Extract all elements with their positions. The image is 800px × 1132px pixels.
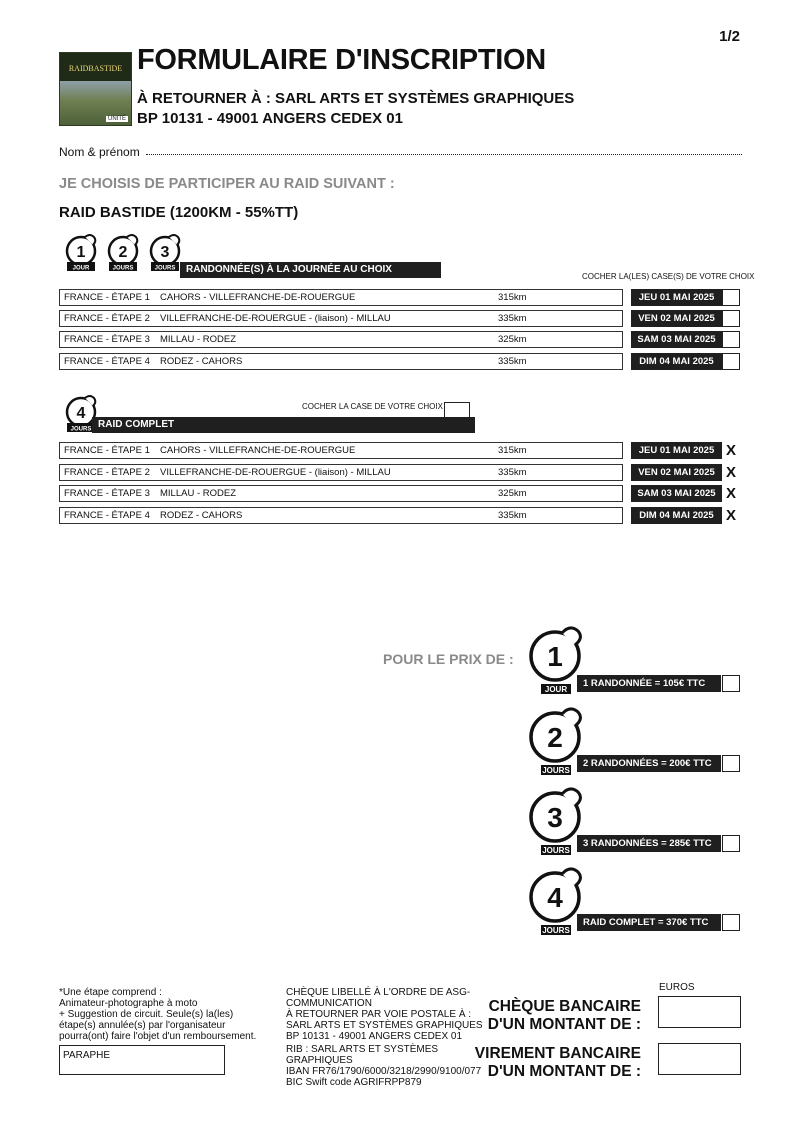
distance-label: 335km <box>498 313 527 324</box>
logo-badge: UNITÉ <box>108 116 126 122</box>
return-address-line1: À RETOURNER À : SARL ARTS ET SYSTÈMES GRAPHIQUES <box>137 90 575 107</box>
distance-label: 325km <box>498 334 527 345</box>
stage-label: FRANCE - ÉTAPE 4 <box>64 510 150 521</box>
day-choice-checkbox[interactable] <box>722 310 740 327</box>
badge-number: 4 <box>76 405 86 422</box>
included-mark: X <box>725 507 736 524</box>
included-mark: X <box>725 464 736 481</box>
route-label: MILLAU - RODEZ <box>160 334 237 345</box>
badge-number: 2 <box>547 722 563 753</box>
raid-bastide-logo <box>59 52 132 126</box>
date-label: DIM 04 MAI 2025 <box>631 353 722 370</box>
cheque-line: SARL ARTS ET SYSTÈMES GRAPHIQUES <box>286 1020 483 1031</box>
euros-label: EUROS <box>659 982 695 993</box>
raid-name: RAID BASTIDE (1200KM - 55%TT) <box>59 204 299 221</box>
stage-label: FRANCE - ÉTAPE 2 <box>64 467 150 478</box>
date-label: JEU 01 MAI 2025 <box>631 442 722 459</box>
form-title: FORMULAIRE D'INSCRIPTION <box>137 44 546 76</box>
badge-caption: JOUR <box>72 265 90 272</box>
cheque-amount-line2: D'UN MONTANT DE : <box>487 1016 641 1033</box>
note-line: étape(s) annulée(s) par l'organisateur <box>59 1020 226 1031</box>
section1-title-bar: RANDONNÉE(S) À LA JOURNÉE AU CHOIX <box>180 262 441 278</box>
route-label: CAHORS - VILLEFRANCHE-DE-ROUERGUE <box>160 445 356 456</box>
price-option-checkbox[interactable] <box>722 755 740 772</box>
table-row <box>59 442 623 459</box>
table-row <box>59 464 623 481</box>
table-row <box>59 507 623 524</box>
stage-info-note <box>59 987 269 1042</box>
distance-label: 315km <box>498 445 527 456</box>
badge-caption: JOURS <box>154 265 176 272</box>
badge-caption: JOURS <box>112 265 134 272</box>
name-input-line[interactable] <box>146 154 742 155</box>
cheque-line: BP 10131 - 49001 ANGERS CEDEX 01 <box>286 1031 463 1042</box>
badge-number: 1 <box>76 244 86 261</box>
distance-label: 325km <box>498 488 527 499</box>
included-mark: X <box>725 442 736 459</box>
cheque-line: CHÈQUE LIBELLÉ À L'ORDRE DE ASG-COMMUNICATION <box>286 987 471 1009</box>
rib-line: BIC Swift code AGRIFRPP879 <box>286 1077 422 1088</box>
day-3-badge-icon <box>145 232 185 279</box>
stage-label: FRANCE - ÉTAPE 1 <box>64 292 150 303</box>
logo-text: RAIDBASTIDE <box>60 53 131 81</box>
cheque-amount-input[interactable] <box>658 996 741 1028</box>
cheque-amount-label <box>470 998 641 1034</box>
distance-label: 335km <box>498 356 527 367</box>
badge-number: 1 <box>547 641 563 672</box>
transfer-amount-input[interactable] <box>658 1043 741 1075</box>
paraphe-label: PARAPHE <box>63 1050 111 1061</box>
day-choice-checkbox[interactable] <box>722 289 740 306</box>
price-option-label: 2 RANDONNÉES = 200€ TTC <box>577 755 721 772</box>
price-option-checkbox[interactable] <box>722 675 740 692</box>
badge-number: 4 <box>547 882 563 913</box>
section1-note: COCHER LA(LES) CASE(S) DE VOTRE CHOIX <box>582 272 755 281</box>
note-line: + Suggestion de circuit. Seule(s) la(les) <box>59 1009 234 1020</box>
rib-line: RIB : SARL ARTS ET SYSTÈMES GRAPHIQUES <box>286 1044 439 1066</box>
table-row <box>59 331 623 348</box>
included-mark: X <box>725 485 736 502</box>
distance-label: 335km <box>498 467 527 478</box>
date-label: SAM 03 MAI 2025 <box>631 331 722 348</box>
note-line: pourra(ont) faire l'objet d'un remboursement. <box>59 1031 257 1042</box>
transfer-amount-line2: D'UN MONTANT DE : <box>487 1063 641 1080</box>
date-label: SAM 03 MAI 2025 <box>631 485 722 502</box>
distance-label: 335km <box>498 510 527 521</box>
logo-landscape-image <box>60 81 131 125</box>
table-row <box>59 289 623 306</box>
badge-caption: JOURS <box>70 426 92 433</box>
price-label: POUR LE PRIX DE : <box>383 651 514 667</box>
route-label: RODEZ - CAHORS <box>160 510 243 521</box>
date-label: JEU 01 MAI 2025 <box>631 289 722 306</box>
price-option-label: RAID COMPLET = 370€ TTC <box>577 914 721 931</box>
transfer-amount-label <box>470 1045 641 1081</box>
badge-number: 2 <box>118 244 128 261</box>
route-label: MILLAU - RODEZ <box>160 488 237 499</box>
route-label: CAHORS - VILLEFRANCHE-DE-ROUERGUE <box>160 292 356 303</box>
badge-number: 3 <box>160 244 170 261</box>
name-label: Nom & prénom <box>59 145 140 159</box>
section2-note: COCHER LA CASE DE VOTRE CHOIX <box>302 402 443 411</box>
cheque-line: À RETOURNER PAR VOIE POSTALE À : <box>286 1009 472 1020</box>
note-line: Animateur-photographe à moto <box>59 998 198 1009</box>
day-choice-checkbox[interactable] <box>722 331 740 348</box>
stage-label: FRANCE - ÉTAPE 4 <box>64 356 150 367</box>
price-option-checkbox[interactable] <box>722 914 740 931</box>
price-option-label: 1 RANDONNÉE = 105€ TTC <box>577 675 721 692</box>
page-number: 1/2 <box>719 28 740 45</box>
route-label: VILLEFRANCHE-DE-ROUERGUE - (liaison) - MILLAU <box>160 313 391 324</box>
stage-label: FRANCE - ÉTAPE 3 <box>64 334 150 345</box>
date-label: DIM 04 MAI 2025 <box>631 507 722 524</box>
price-option-checkbox[interactable] <box>722 835 740 852</box>
rib-line: IBAN FR76/1790/6000/3218/2990/9100/077 <box>286 1066 482 1077</box>
day-2-badge-icon <box>103 232 143 279</box>
table-row <box>59 310 623 327</box>
transfer-amount-line1: VIREMENT BANCAIRE <box>474 1045 641 1062</box>
section2-title-bar: RAID COMPLET <box>92 417 475 433</box>
stage-label: FRANCE - ÉTAPE 2 <box>64 313 150 324</box>
paraphe-field[interactable] <box>59 1045 225 1075</box>
badge-caption: JOURS <box>542 926 570 935</box>
table-row <box>59 353 623 370</box>
badge-caption: JOURS <box>542 766 570 775</box>
table-row <box>59 485 623 502</box>
route-label: RODEZ - CAHORS <box>160 356 243 367</box>
participation-heading: JE CHOISIS DE PARTICIPER AU RAID SUIVANT : <box>59 176 395 192</box>
badge-number: 3 <box>547 802 563 833</box>
stage-label: FRANCE - ÉTAPE 1 <box>64 445 150 456</box>
cheque-amount-line1: CHÈQUE BANCAIRE <box>488 998 641 1015</box>
rib-info <box>286 1044 486 1088</box>
note-line: *Une étape comprend : <box>59 987 162 998</box>
distance-label: 315km <box>498 292 527 303</box>
date-label: VEN 02 MAI 2025 <box>631 310 722 327</box>
price-option-label: 3 RANDONNÉES = 285€ TTC <box>577 835 721 852</box>
day-choice-checkbox[interactable] <box>722 353 740 370</box>
route-label: VILLEFRANCHE-DE-ROUERGUE - (liaison) - MILLAU <box>160 467 391 478</box>
badge-caption: JOURS <box>542 846 570 855</box>
date-label: VEN 02 MAI 2025 <box>631 464 722 481</box>
day-1-badge-icon <box>61 232 101 279</box>
badge-caption: JOUR <box>544 685 568 694</box>
return-address-line2: BP 10131 - 49001 ANGERS CEDEX 01 <box>137 110 403 127</box>
stage-label: FRANCE - ÉTAPE 3 <box>64 488 150 499</box>
